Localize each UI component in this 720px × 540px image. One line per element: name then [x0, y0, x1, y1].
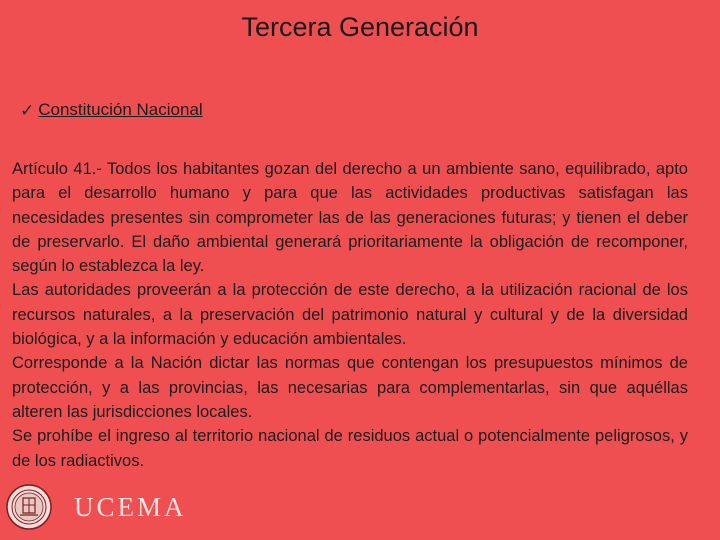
checkmark-icon: ✓: [20, 100, 35, 120]
article-text: Todos los habitantes gozan del derecho a un ambiente sano, equilibrado, apto para el desarrollo humano y para que las actividades productivas satisfagan las necesidades presentes sin comprometer las de las generaciones futuras; y tienen el deber de preservarlo. El daño ambiental generará prioritariamente la obligación de recomponer, según lo establezca la ley.: [12, 160, 688, 276]
article-body: [12, 157, 688, 473]
subtitle-text: Constitución Nacional: [38, 100, 203, 119]
article-paragraph: Se prohíbe el ingreso al territorio nacional de residuos actual o potencialmente peligrosos, y de los radiactivos.: [12, 427, 688, 470]
slide-title: Tercera Generación: [241, 12, 479, 42]
article-label: Artículo 41.-: [12, 160, 102, 178]
article-paragraph: Las autoridades proveerán a la protección de este derecho, a la utilización racional de los recursos naturales, a la preservación del patrimonio natural y cultural y de la diversidad biológica, y a la información y educación ambientales.: [12, 281, 688, 349]
subtitle: [20, 100, 203, 120]
article-paragraph: [12, 157, 688, 278]
university-seal-icon: [6, 484, 52, 530]
article-paragraph: Corresponde a la Nación dictar las normas que contengan los presupuestos mínimos de protección, y a las provincias, las necesarias para complementarlas, sin que aquéllas alteren las jurisdicciones locales.: [12, 354, 688, 421]
footer: [6, 484, 187, 530]
brand-logo: UCEMA: [74, 491, 187, 522]
